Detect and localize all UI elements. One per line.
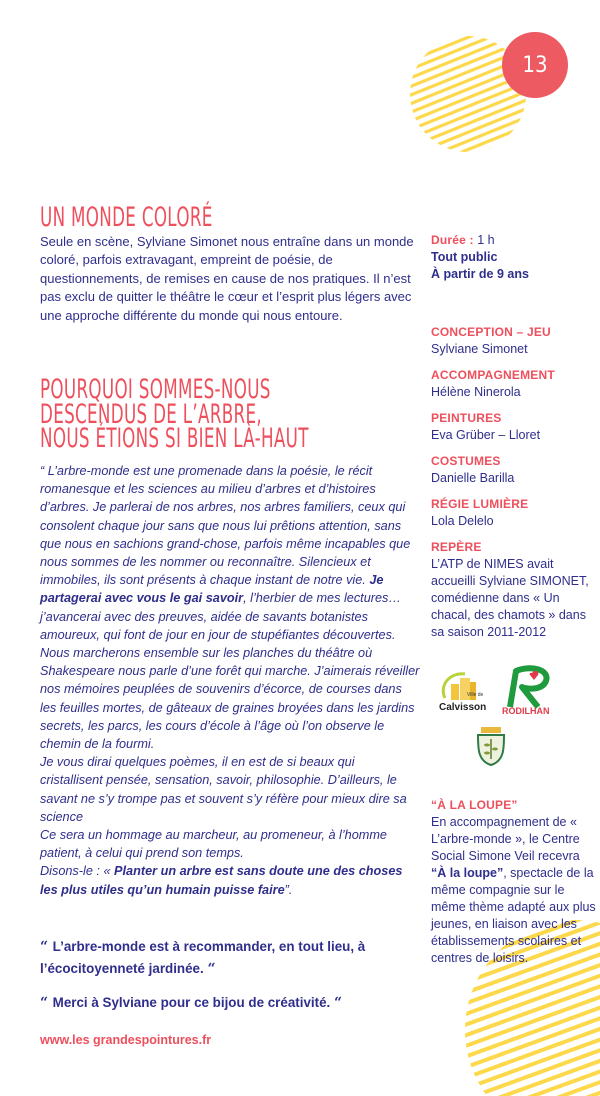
- duration: [431, 232, 596, 249]
- text: ”.: [284, 882, 293, 897]
- credit-item: [431, 367, 596, 401]
- credit-label: PEINTURES: [431, 411, 502, 425]
- credit-label: CONCEPTION – JEU: [431, 325, 551, 339]
- quote-mark-icon: “: [334, 995, 341, 1011]
- credit-label: COSTUMES: [431, 454, 501, 468]
- credit-item: [431, 496, 596, 530]
- section-body-monde-colore: [40, 233, 420, 325]
- quote-text: Merci à Sylviane pour ce bijou de créativité.: [52, 995, 331, 1010]
- credit-label: ACCOMPAGNEMENT: [431, 368, 555, 382]
- loupe-text: [431, 814, 596, 967]
- text: “ L’arbre-monde est une promenade dans la poésie, le récit romanesque et les sciences au milieu d’arbres et d’histoires d’arbres. Je parlerai de nos arbres, nos arbres familiers, ceux qui consolent chaque jour sans que nous lui prêtions attention, sans que nous en sachions grand-chose, parfois même incapables que nous sommes de les nommer ou reconnaître. Silencieux et immobiles, ils sont présents à chaque instant de notre vie.: [40, 464, 411, 588]
- rodilhan-emblem-icon: [500, 665, 556, 709]
- paragraph-3: Ce sera un hommage au marcheur, au promeneur, à l’homme patient, à celui qui prend son temps.: [40, 828, 387, 861]
- text: , spectacle de la même compagnie sur le même thème adapté aux plus jeunes, en liaison avec les établissements scolaires et centres de loisirs.: [431, 866, 596, 965]
- bold-text: “À la loupe”: [431, 866, 504, 880]
- credit-value: Lola Delelo: [431, 514, 494, 528]
- page-number: 13: [522, 52, 548, 78]
- title-line: DESCENDUS DE L’ARBRE,: [40, 398, 263, 430]
- bold-text: Je partagerai avec vous le gai savoir: [40, 573, 384, 606]
- press-quote: [40, 992, 420, 1014]
- text: Disons-le : «: [40, 864, 115, 879]
- duration-value: 1 h: [477, 233, 495, 247]
- credit-value: Hélène Ninerola: [431, 385, 521, 399]
- title-line: POURQUOI SOMMES-NOUS: [40, 374, 271, 405]
- credit-label: RÉGIE LUMIÈRE: [431, 497, 529, 511]
- duration-label: Durée :: [431, 233, 474, 247]
- credit-item: [431, 324, 596, 358]
- repere-text: L’ATP de NIMES avait accueilli Sylviane SIMONET, comédienne dans « Un chacal, des chamots » dans sa saison 2011-2012: [431, 557, 589, 639]
- age: À partir de 9 ans: [431, 267, 529, 281]
- paragraph-2: Je vous dirai quelques poèmes, il en est de si beaux qui cristallisent pensée, sensation, savoir, philosophie. D’ailleurs, le savant ne s’y trompe pas et souvent s’y réfère pour mieux dire sa science: [40, 755, 407, 824]
- coat-of-arms-icon: [474, 725, 508, 767]
- credit-value: Danielle Barilla: [431, 471, 515, 485]
- quote-mark-icon: “: [207, 961, 214, 977]
- credit-value: Eva Grüber – Lloret: [431, 428, 541, 442]
- section-title-pourquoi: [40, 374, 309, 454]
- repere: [431, 539, 596, 641]
- text: En accompagnement de « L’arbre-monde », le Centre Social Simone Veil recevra: [431, 815, 580, 863]
- paragraph-1: [40, 462, 420, 753]
- monde-colore-text: Seule en scène, Sylviane Simonet nous entraîne dans un monde coloré, parfois extravagant, empreint de poésie, de questionnements, de remises en cause de nos pratiques. Il n’est pas exclu de quitter le théâtre le cœur et l’esprit plus légers avec une approche différente du monde qui nous entoure.: [40, 234, 414, 323]
- credit-item: [431, 453, 596, 487]
- audience: Tout public: [431, 250, 498, 264]
- section-title-monde-colore: UN MONDE COLORÉ: [40, 202, 213, 233]
- paragraph-4: [40, 862, 420, 898]
- repere-label: REPÈRE: [431, 540, 482, 554]
- bold-text: Planter un arbre est sans doute une des choses les plus utiles qu’un humain puisse faire: [40, 864, 403, 897]
- page-number-badge: [502, 32, 568, 98]
- calvisson-small-text: Ville de: [467, 692, 484, 698]
- calvisson-text: Calvisson: [439, 702, 487, 713]
- text: , l’herbier de mes lectures…j’avancerai avec des preuves, aidée de savants botanistes amoureux, qui font de jour en jour de stupéfiantes découvertes. Nous marcherons ensemble sur les planches du théâtre où Shakespeare nous parle d’une forêt qui marche. J’aimerais réveiller nos mémoires peuplées de souvenirs d’écorce, de courses dans les feuilles mortes, de gâteaux de graines broyées dans les jardins secrets, les parcs, les cours d’école à l’âge où l’on observe le chemin de la fourmi.: [40, 591, 420, 752]
- credit-item: [431, 410, 596, 444]
- section-body-pourquoi: [40, 462, 420, 899]
- credit-value: Sylviane Simonet: [431, 342, 528, 356]
- show-info: [431, 232, 596, 283]
- rodilhan-logo: [500, 665, 556, 717]
- press-quote: [40, 936, 420, 980]
- title-line: NOUS ÉTIONS SI BIEN LÀ-HAUT: [40, 423, 309, 454]
- a-la-loupe: [431, 797, 596, 967]
- website-link[interactable]: www.les grandespointures.fr: [40, 1033, 212, 1047]
- quote-text: L’arbre-monde est à recommander, en tout lieu, à l’écocitoyenneté jardinée.: [40, 939, 366, 976]
- calvisson-logo: [437, 668, 487, 716]
- quote-mark-icon: “: [40, 939, 47, 955]
- coat-of-arms-logo: [474, 725, 508, 772]
- credits: [431, 324, 596, 650]
- quote-mark-icon: “: [40, 995, 47, 1011]
- rodilhan-text: RODILHAN: [502, 706, 550, 716]
- loupe-label: “À LA LOUPE”: [431, 798, 518, 812]
